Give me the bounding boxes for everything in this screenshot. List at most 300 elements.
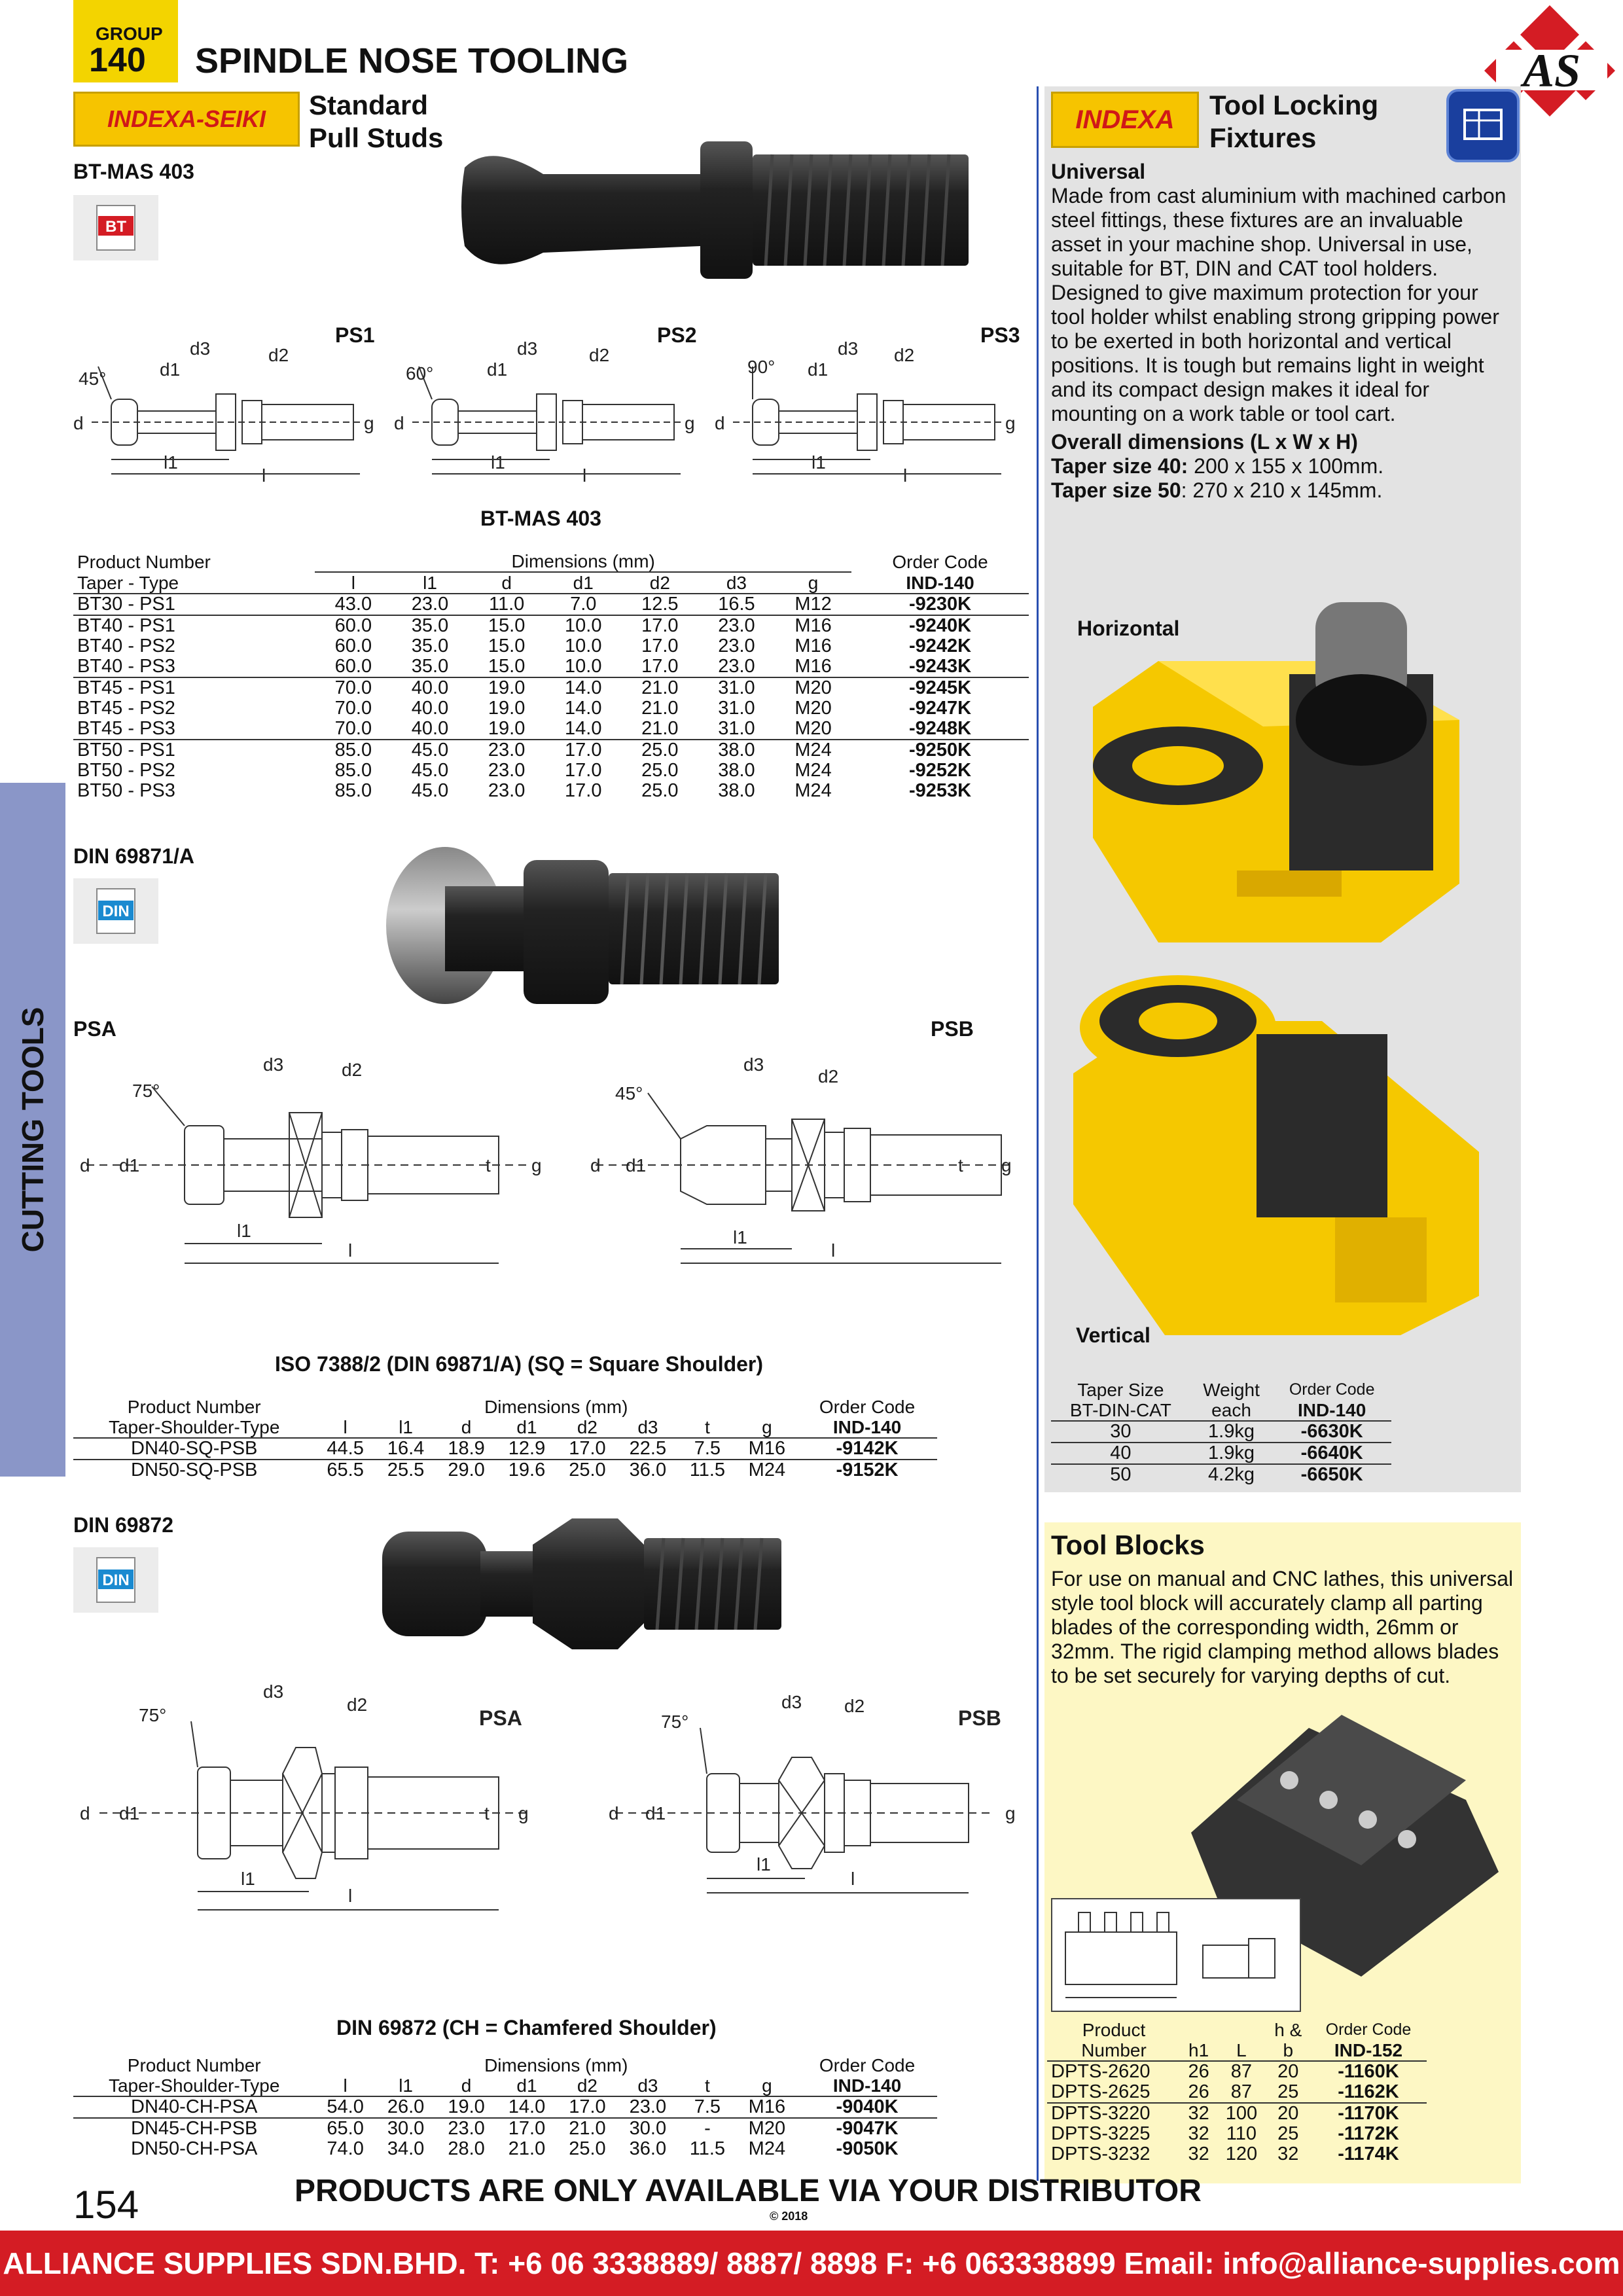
table-cell: 30.0 [387, 2118, 425, 2139]
ps3-technical-drawing [713, 334, 1021, 488]
table-cell: DN50-CH-PSA [131, 2138, 258, 2159]
svg-text:l: l [851, 1869, 855, 1889]
table-cell: 34.0 [387, 2138, 425, 2159]
din69872-dimensions-table: Product Number Dimensions (mm) Order Code Taper-Shoulder-Type l l1 d d1 d2 d3 t g IND-140 DN40-CH-PSA 54.0 26.0 19.0 14.0 17.0 23.0 7.5 M16 -9040K DN45-CH-PSB 65.0 30.0 23.0 17.0 21.0 30.0 - M20 -9047K DN50-CH-PSA 74.0 34.0 28.0 21.0 25.0 36.0 11.5 M24 -9050K [73, 2055, 937, 2159]
table-cell: -9047K [836, 2118, 899, 2139]
table-cell: 70.0 [334, 718, 372, 739]
table-cell: 12.5 [641, 594, 679, 615]
table-cell: 28.0 [448, 2138, 485, 2159]
group-number: 140 [89, 41, 146, 79]
svg-text:45°: 45° [79, 368, 107, 389]
table-row [73, 761, 1029, 781]
table-cell: -9243K [908, 656, 972, 677]
table-cell: M20 [748, 2118, 786, 2139]
table-cell: DPTS-2625 [1051, 2081, 1150, 2102]
table-cell: 38.0 [718, 780, 755, 801]
table-cell: -9250K [908, 740, 972, 761]
table-cell: 25.0 [569, 1460, 606, 1480]
table-cell: BT50 - PS3 [77, 780, 175, 801]
svg-text:d: d [609, 1803, 619, 1823]
table-row [1047, 2124, 1427, 2144]
table-row [1047, 2144, 1427, 2164]
table-row [1047, 2082, 1427, 2103]
table-cell: DN50-SQ-PSB [131, 1460, 258, 1480]
category-label: CUTTING TOOLS [16, 1007, 50, 1253]
din69872-psa-drawing [73, 1676, 558, 1928]
table-cell: M16 [794, 636, 832, 656]
table-row [73, 719, 1029, 740]
table-cell: -1174K [1338, 2144, 1399, 2164]
table-cell: 14.0 [565, 698, 602, 719]
table-cell: M24 [794, 760, 832, 781]
svg-text:d1: d1 [119, 1155, 140, 1175]
svg-text:d2: d2 [347, 1695, 368, 1715]
table-cell: -1170K [1338, 2103, 1399, 2124]
table-cell: 10.0 [565, 656, 602, 677]
table-cell: 87 [1230, 2061, 1253, 2082]
table-cell: M16 [748, 1438, 786, 1459]
table-cell: 36.0 [629, 2138, 667, 2159]
table-cell: 10.0 [565, 615, 602, 636]
table-cell: 38.0 [718, 740, 755, 761]
table-cell: 25.0 [641, 740, 679, 761]
table-cell: 4.2kg [1208, 1464, 1255, 1485]
table-cell: 30 [1110, 1421, 1132, 1442]
table-cell: 87 [1230, 2081, 1253, 2102]
fixtures-subtitle: Universal [1051, 160, 1146, 183]
table-cell: -6640K [1300, 1443, 1363, 1463]
din69871-code: DIN 69871/A [73, 844, 194, 868]
table-cell: 50 [1110, 1464, 1132, 1485]
svg-text:t: t [484, 1803, 490, 1823]
fixtures-description-block [1051, 160, 1516, 503]
table-cell: 17.0 [641, 615, 679, 636]
table-cell: -9253K [908, 780, 972, 801]
fixtures-title: Tool Locking Fixtures [1209, 90, 1379, 153]
taper50-dims: Taper size 50: 270 x 210 x 145mm. [1051, 478, 1383, 502]
indexa-seiki-logo: INDEXA-SEIKI [73, 92, 300, 147]
table-cell: BT40 - PS3 [77, 656, 175, 677]
table-cell: 17.0 [565, 780, 602, 801]
table-cell: 35.0 [411, 656, 449, 677]
table-row [73, 2118, 937, 2139]
svg-text:d1: d1 [626, 1155, 647, 1175]
fixture-catalog-icon [1446, 89, 1520, 162]
table-cell: DPTS-3232 [1051, 2144, 1150, 2164]
table-row [73, 636, 1029, 656]
table-cell: DPTS-3220 [1051, 2103, 1150, 2124]
table-cell: -9050K [836, 2138, 899, 2159]
page-number: 154 [73, 2183, 139, 2227]
svg-text:l: l [262, 465, 266, 484]
table-cell: 40.0 [411, 718, 449, 739]
table-cell: M24 [748, 2138, 786, 2159]
table-cell: DPTS-2620 [1051, 2061, 1150, 2082]
table-cell: 31.0 [718, 677, 755, 698]
table-cell: 25.0 [569, 2138, 606, 2159]
table-cell: 40.0 [411, 677, 449, 698]
svg-text:g: g [518, 1803, 529, 1823]
svg-text:d: d [590, 1155, 601, 1175]
copyright: © 2018 [770, 2210, 808, 2223]
vertical-fixture-photo [1060, 942, 1492, 1338]
vertical-label: Vertical [1076, 1323, 1150, 1347]
table-cell: 7.5 [694, 2096, 721, 2117]
table-cell: 18.9 [448, 1438, 485, 1459]
svg-text:d2: d2 [844, 1696, 865, 1716]
table-cell: 10.0 [565, 636, 602, 656]
table-cell: 17.0 [641, 636, 679, 656]
type-label-psa: PSA [73, 1017, 116, 1041]
table-cell: 23.0 [488, 760, 526, 781]
table-cell: 54.0 [327, 2096, 364, 2117]
svg-text:BT: BT [105, 218, 126, 236]
table-cell: 17.0 [508, 2118, 546, 2139]
table-row [73, 740, 1029, 761]
table-cell: 65.5 [327, 1460, 364, 1480]
horizontal-label: Horizontal [1077, 617, 1180, 640]
din-badge-icon [73, 1547, 158, 1613]
table-cell: 32 [1188, 2144, 1209, 2164]
table-row [1051, 1443, 1391, 1464]
fixtures-description: Made from cast aluminium with machined carbon steel fittings, these fixtures are an invaluable asset in your machine shop. Universal in use, suitable for BT, DIN and CAT tool holders. Designed to give maximum protection for your tool holder whilst enabling strong gripping power to be exerted in both horizontal and vertical positions. It is tough but remains light in weight and its compact design makes it ideal for mounting on a work table or tool cart. [1051, 184, 1507, 425]
table-cell: -9247K [908, 698, 972, 719]
svg-text:d3: d3 [190, 338, 211, 359]
toolblocks-title: Tool Blocks [1051, 1530, 1205, 1560]
table-cell: BT40 - PS2 [77, 636, 175, 656]
svg-text:d2: d2 [894, 345, 915, 365]
svg-text:d: d [715, 413, 725, 433]
table-cell: 1.9kg [1208, 1421, 1255, 1442]
table-cell: 15.0 [488, 636, 526, 656]
svg-text:l1: l1 [241, 1869, 255, 1889]
table-cell: 31.0 [718, 698, 755, 719]
svg-text:l: l [903, 465, 908, 484]
svg-text:l1: l1 [733, 1227, 747, 1247]
table-cell: 44.5 [327, 1438, 364, 1459]
table-cell: M24 [748, 1460, 786, 1480]
table-cell: 70.0 [334, 698, 372, 719]
category-sidebar [0, 783, 65, 1477]
table-cell: 85.0 [334, 740, 372, 761]
svg-text:l: l [348, 1886, 353, 1906]
table-cell: 25.0 [641, 780, 679, 801]
table-row [73, 1438, 937, 1460]
table-cell: 35.0 [411, 636, 449, 656]
table-cell: 31.0 [718, 718, 755, 739]
svg-text:d3: d3 [838, 338, 859, 359]
table-cell: M20 [794, 677, 832, 698]
table-cell: 11.5 [689, 2138, 726, 2159]
table-cell: 60.0 [334, 656, 372, 677]
table-cell: BT45 - PS3 [77, 718, 175, 739]
svg-text:l: l [348, 1240, 353, 1261]
table-cell: 25.5 [387, 1460, 425, 1480]
table-cell: 26 [1188, 2081, 1209, 2102]
table-cell: 40 [1110, 1443, 1132, 1463]
table-cell: 25 [1277, 2123, 1299, 2144]
table-cell: 85.0 [334, 780, 372, 801]
type-label-ps3: PS3 [980, 323, 1020, 347]
table-cell: -1172K [1338, 2123, 1399, 2144]
table-cell: M16 [748, 2096, 786, 2117]
svg-text:d: d [80, 1155, 90, 1175]
table-cell: 23.0 [411, 594, 449, 615]
table-cell: M24 [794, 740, 832, 761]
table-cell: 15.0 [488, 656, 526, 677]
table-cell: 26 [1188, 2061, 1209, 2082]
bt-section-title: Standard Pull Studs [309, 90, 444, 153]
table-cell: M20 [794, 718, 832, 739]
svg-text:PSA: PSA [479, 1706, 522, 1730]
table-cell: 21.0 [508, 2138, 546, 2159]
table-cell: 16.4 [387, 1438, 425, 1459]
table-cell: -9152K [836, 1460, 899, 1480]
svg-text:d1: d1 [808, 359, 829, 380]
din69872-pull-stud-photo [382, 1512, 788, 1659]
table-cell: 23.0 [718, 656, 755, 677]
fixtures-order-table: Taper Size Weight Order Code BT-DIN-CAT each IND-140 30 1.9kg -6630K 40 1.9kg -6640K 50 4.2kg -6650K [1051, 1380, 1391, 1485]
table-cell: -9245K [908, 677, 972, 698]
svg-text:l1: l1 [164, 452, 178, 473]
table-cell: 14.0 [508, 2096, 546, 2117]
table-cell: -9142K [836, 1438, 899, 1459]
bt-pull-stud-photo [452, 122, 988, 302]
table-cell: 45.0 [411, 760, 449, 781]
din69871-psb-drawing [582, 1047, 1034, 1273]
table-row [73, 698, 1029, 719]
table-cell: 17.0 [569, 1438, 606, 1459]
table-row [1051, 1421, 1391, 1443]
svg-text:g: g [1005, 1803, 1016, 1823]
svg-text:d: d [80, 1803, 90, 1823]
table-cell: 36.0 [629, 1460, 667, 1480]
contact-bar [0, 2231, 1623, 2296]
table-cell: -1160K [1338, 2061, 1399, 2082]
table-row [73, 2096, 937, 2118]
svg-text:60°: 60° [406, 363, 434, 384]
svg-text:d3: d3 [517, 338, 538, 359]
table-cell: -9242K [908, 636, 972, 656]
table-cell: 23.0 [718, 615, 755, 636]
overall-dims-label: Overall dimensions (L x W x H) [1051, 430, 1358, 454]
svg-text:d2: d2 [268, 345, 289, 365]
svg-text:PSB: PSB [958, 1706, 1001, 1730]
svg-text:l: l [582, 465, 587, 484]
table-row [73, 656, 1029, 677]
table-cell: 43.0 [334, 594, 372, 615]
table-cell: BT40 - PS1 [77, 615, 175, 636]
indexa-logo: INDEXA [1051, 92, 1199, 148]
table-cell: 16.5 [718, 594, 755, 615]
table-cell: 17.0 [565, 760, 602, 781]
table-cell: 22.5 [629, 1438, 667, 1459]
table-cell: 14.0 [565, 677, 602, 698]
table-cell: 74.0 [327, 2138, 364, 2159]
table-cell: 32 [1188, 2123, 1209, 2144]
toolblocks-description: For use on manual and CNC lathes, this universal style tool block will accurately clamp all parting blades of the corresponding width, 26mm or 32mm. The rigid clamping method allows blades to be set securely for varying depths of cut. [1051, 1567, 1514, 1687]
svg-text:l1: l1 [491, 452, 505, 473]
svg-text:g: g [531, 1155, 542, 1175]
table-cell: 1.9kg [1208, 1443, 1255, 1463]
table-cell: -9040K [836, 2096, 899, 2117]
table-cell: DPTS-3225 [1051, 2123, 1150, 2144]
table-cell: 85.0 [334, 760, 372, 781]
group-badge [73, 0, 178, 82]
svg-text:l: l [831, 1240, 836, 1261]
table-cell: 21.0 [641, 677, 679, 698]
svg-text:AS: AS [1522, 45, 1581, 97]
din-badge-icon [73, 878, 158, 944]
svg-text:75°: 75° [132, 1081, 160, 1101]
table-cell: 40.0 [411, 698, 449, 719]
svg-text:l1: l1 [757, 1854, 771, 1874]
svg-text:d2: d2 [589, 345, 610, 365]
svg-text:75°: 75° [139, 1705, 167, 1725]
table-cell: 60.0 [334, 615, 372, 636]
table-cell: 29.0 [448, 1460, 485, 1480]
svg-text:d2: d2 [818, 1066, 839, 1086]
bt-badge-icon [73, 195, 158, 260]
table-cell: BT45 - PS2 [77, 698, 175, 719]
svg-text:g: g [1005, 413, 1016, 433]
table-row [73, 615, 1029, 636]
svg-text:d1: d1 [160, 359, 181, 380]
table-cell: 7.5 [694, 1438, 721, 1459]
din69872-psb-drawing [589, 1676, 1034, 1928]
svg-text:l1: l1 [237, 1221, 251, 1241]
bt-standard-code: BT-MAS 403 [73, 160, 194, 183]
svg-text:45°: 45° [615, 1083, 643, 1103]
table-cell: 30.0 [629, 2118, 667, 2139]
table-cell: 45.0 [411, 780, 449, 801]
ps1-technical-drawing [72, 334, 380, 488]
table-cell: 19.0 [448, 2096, 485, 2117]
svg-text:d2: d2 [342, 1060, 363, 1080]
table-cell: 20 [1277, 2061, 1299, 2082]
svg-text:d1: d1 [119, 1803, 140, 1823]
group-label: GROUP [96, 24, 163, 44]
table-cell: 45.0 [411, 740, 449, 761]
horizontal-fixture-photo [1067, 576, 1492, 972]
table-cell: 14.0 [565, 718, 602, 739]
page-title: SPINDLE NOSE TOOLING [195, 41, 629, 81]
svg-text:90°: 90° [747, 357, 776, 377]
table-cell: -6630K [1300, 1421, 1363, 1442]
din69872-code: DIN 69872 [73, 1513, 173, 1537]
table-cell: 23.0 [629, 2096, 667, 2117]
table-cell: 21.0 [641, 698, 679, 719]
table-cell: BT45 - PS1 [77, 677, 175, 698]
table-cell: 15.0 [488, 615, 526, 636]
type-label-ps2: PS2 [657, 323, 697, 347]
table-cell: - [704, 2118, 711, 2139]
svg-text:d3: d3 [781, 1692, 802, 1712]
table-row [1051, 1464, 1391, 1485]
table-row [1047, 2061, 1427, 2082]
table-cell: 23.0 [488, 740, 526, 761]
svg-text:d: d [394, 413, 404, 433]
table-cell: 60.0 [334, 636, 372, 656]
table-row [1047, 2103, 1427, 2124]
svg-text:g: g [685, 413, 695, 433]
table-cell: M16 [794, 656, 832, 677]
table-cell: 32 [1188, 2103, 1209, 2124]
table-cell: M24 [794, 780, 832, 801]
svg-text:g: g [364, 413, 374, 433]
table-cell: 25.0 [641, 760, 679, 781]
distributor-notice: PRODUCTS ARE ONLY AVAILABLE VIA YOUR DISTRIBUTOR [294, 2174, 1202, 2208]
contact-info: ALLIANCE SUPPLIES SDN.BHD. T: +6 06 3338889/ 8887/ 8898 F: +6 063338899 Email: info@alliance-supplies.com [3, 2246, 1620, 2280]
table-cell: M16 [794, 615, 832, 636]
table-cell: BT30 - PS1 [77, 594, 175, 615]
bt-diagram-caption: BT-MAS 403 [480, 507, 601, 530]
table-cell: 23.0 [448, 2118, 485, 2139]
svg-text:d3: d3 [263, 1054, 284, 1075]
table-cell: -9252K [908, 760, 972, 781]
svg-text:t: t [486, 1155, 491, 1175]
table-cell: M12 [794, 594, 832, 615]
column-divider [1037, 86, 1039, 2181]
svg-text:d1: d1 [645, 1803, 666, 1823]
svg-text:g: g [1001, 1155, 1012, 1175]
table-cell: M20 [794, 698, 832, 719]
table-cell: -9248K [908, 718, 972, 739]
din69871-caption: ISO 7388/2 (DIN 69871/A) (SQ = Square Shoulder) [275, 1352, 764, 1376]
table-cell: 20 [1277, 2103, 1299, 2124]
table-cell: DN45-CH-PSB [131, 2118, 258, 2139]
taper40-dims: Taper size 40: 200 x 155 x 100mm. [1051, 454, 1384, 478]
din69871-pull-stud-photo [386, 840, 792, 1033]
table-cell: 21.0 [641, 718, 679, 739]
table-cell: BT50 - PS2 [77, 760, 175, 781]
svg-text:DIN: DIN [102, 1571, 130, 1589]
bt-dimensions-table: Product Number Dimensions (mm) Order Code Taper - Type l l1 d d1 d2 d3 g IND-140 BT30 - PS1 43.0 23.0 11.0 7.0 12.5 16.5 M12 -9230K BT40 - PS1 60.0 35.0 15.0 10.0 17.0 23.0 M16 -9240K BT40 - PS2 60.0 35.0 15.0 10.0 17.0 23.0 M16 -9242K BT40 - PS3 60.0 35.0 15.0 10.0 17.0 23.0 M16 -9243K BT45 - PS1 70.0 40.0 19.0 14.0 21.0 31.0 M20 -9245K BT45 - PS2 70.0 40.0 19.0 14.0 21.0 31.0 M20 -9247K BT45 - PS3 70.0 40.0 19.0 14.0 21.0 31.0 M20 -9248K BT50 - PS1 85.0 45.0 23.0 17.0 25.0 38.0 M24 -9250K BT50 - PS2 85.0 45.0 23.0 17.0 25.0 38.0 M24 -9252K BT50 - PS3 85.0 45.0 23.0 17.0 25.0 38.0 M24 -9253K [73, 551, 1029, 801]
din69871-dimensions-table: Product Number Dimensions (mm) Order Code Taper-Shoulder-Type l l1 d d1 d2 d3 t g IND-140 DN40-SQ-PSB 44.5 16.4 18.9 12.9 17.0 22.5 7.5 M16 -9142K DN50-SQ-PSB 65.5 25.5 29.0 19.6 25.0 36.0 11.5 M24 -9152K [73, 1397, 937, 1480]
table-cell: 19.6 [508, 1460, 546, 1480]
din69872-caption: DIN 69872 (CH = Chamfered Shoulder) [336, 2016, 717, 2039]
table-cell: 35.0 [411, 615, 449, 636]
table-row [73, 594, 1029, 615]
table-cell: 25 [1277, 2081, 1299, 2102]
table-cell: -1162K [1338, 2081, 1399, 2102]
svg-text:75°: 75° [661, 1712, 689, 1732]
table-cell: 70.0 [334, 677, 372, 698]
table-cell: 19.0 [488, 718, 526, 739]
table-cell: 26.0 [387, 2096, 425, 2117]
type-label-psb: PSB [931, 1017, 974, 1041]
table-cell: 120 [1225, 2144, 1258, 2164]
table-cell: DN40-SQ-PSB [131, 1438, 258, 1459]
table-cell: 7.0 [570, 594, 597, 615]
svg-text:t: t [958, 1155, 963, 1175]
toolblocks-order-table: Product h & Order Code Number h1 L b IND-152 DPTS-2620 26 87 20 -1160K DPTS-2625 26 87 25 -1162K DPTS-3220 32 100 20 -1170K DPTS-3225 32 110 25 -1172K DPTS-3232 32 120 32 -1174K [1047, 2020, 1427, 2164]
table-cell: 23.0 [718, 636, 755, 656]
svg-text:DIN: DIN [102, 903, 130, 920]
table-cell: 11.0 [488, 594, 525, 615]
tool-block-schematic [1051, 1898, 1301, 2012]
table-cell: 17.0 [569, 2096, 606, 2117]
table-cell: 110 [1226, 2123, 1257, 2144]
table-cell: BT50 - PS1 [77, 740, 175, 761]
table-cell: 12.9 [508, 1438, 546, 1459]
svg-text:d3: d3 [743, 1054, 764, 1075]
table-cell: 17.0 [565, 740, 602, 761]
table-row [73, 781, 1029, 801]
table-cell: -6650K [1300, 1464, 1363, 1485]
svg-text:l1: l1 [812, 452, 826, 473]
table-cell: 11.5 [689, 1460, 726, 1480]
